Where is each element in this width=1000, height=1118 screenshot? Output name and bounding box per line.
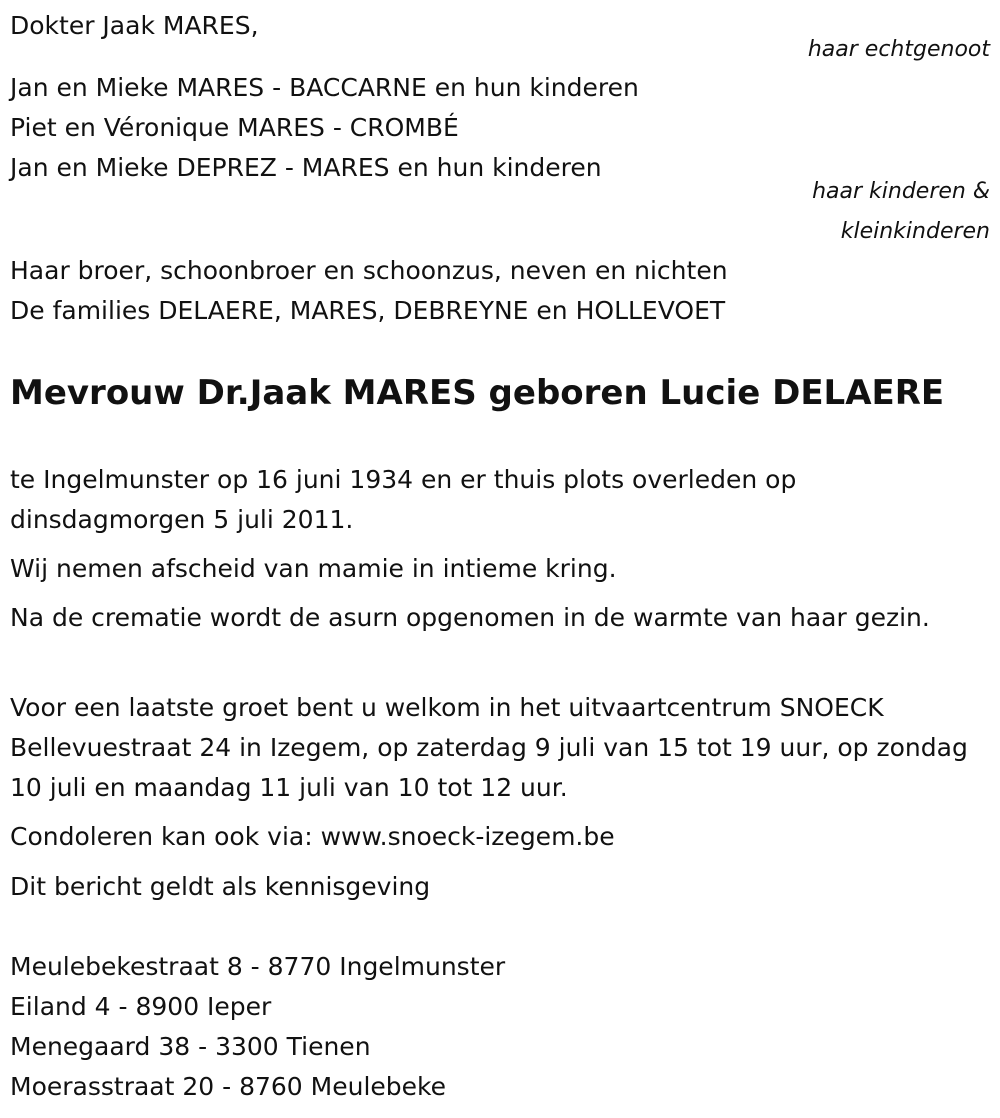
notice-paragraph: Dit bericht geldt als kennisgeving (10, 872, 431, 901)
address-line-4: Moerasstraat 20 - 8760 Meulebeke (10, 1072, 446, 1101)
child-line-1: Jan en Mieke MARES - BACCARNE en hun kinderen (10, 73, 639, 102)
address-line-1: Meulebekestraat 8 - 8770 Ingelmunster (10, 952, 506, 981)
address-line-3: Menegaard 38 - 3300 Tienen (10, 1032, 371, 1061)
spouse-name: Dokter Jaak MARES, (10, 11, 259, 40)
relatives-line-2: De families DELAERE, MARES, DEBREYNE en HOLLEVOET (10, 296, 726, 325)
address-line-2: Eiland 4 - 8900 Ieper (10, 992, 272, 1021)
farewell-paragraph: Wij nemen afscheid van mamie in intieme kring. (10, 554, 617, 583)
cremation-paragraph: Na de crematie wordt de asurn opgenomen in de warmte van haar gezin. (10, 603, 930, 632)
condolences-paragraph: Condoleren kan ook via: www.snoeck-izegem.be (10, 822, 615, 851)
child-line-2: Piet en Véronique MARES - CROMBÉ (10, 113, 459, 142)
child-line-3: Jan en Mieke DEPREZ - MARES en hun kinderen (10, 153, 602, 182)
spouse-role: haar echtgenoot (807, 37, 990, 62)
deceased-name: Mevrouw Dr.Jaak MARES geboren Lucie DELAERE (10, 373, 945, 413)
visitation-paragraph: Voor een laatste groet bent u welkom in het uitvaartcentrum SNOECK Bellevuestraat 24 in Izegem, op zaterdag 9 juli van 15 tot 19 uur, op zondag 10 juli en maandag 11 juli van 10 tot 12 uur. (10, 693, 968, 802)
children-role-line-1: haar kinderen & (812, 179, 990, 204)
children-role-line-2: kleinkinderen (840, 219, 990, 244)
birth-death-paragraph: te Ingelmunster op 16 juni 1934 en er thuis plots overleden op dinsdagmorgen 5 juli 2011. (10, 465, 797, 534)
relatives-line-1: Haar broer, schoonbroer en schoonzus, neven en nichten (10, 256, 728, 285)
